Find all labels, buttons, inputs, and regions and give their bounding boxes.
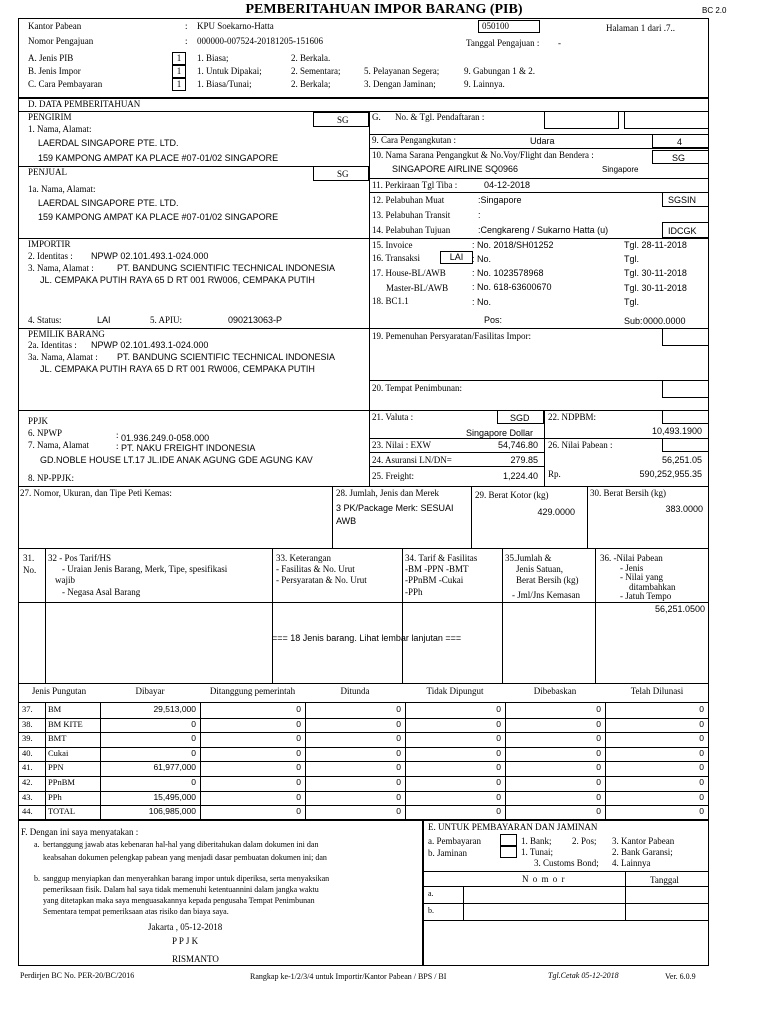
tax-cell: 0 bbox=[699, 762, 704, 772]
f29-label: 29. Berat Kotor (kg) bbox=[475, 490, 549, 500]
pemilik-name: PT. BANDUNG SCIENTIFIC TECHNICAL INDONESIA bbox=[117, 352, 336, 362]
f14-label: 14. Pelabuhan Tujuan bbox=[372, 225, 451, 235]
subpos-value: 0000.0000 bbox=[643, 316, 686, 326]
ppjk-name-label: 7. Nama, Alamat bbox=[28, 440, 89, 450]
tax-cell: 0 bbox=[191, 733, 196, 743]
c35: 35.Jumlah & bbox=[505, 553, 552, 563]
pengirim-code: SG bbox=[337, 115, 349, 125]
tax-row-name: PPh bbox=[48, 792, 62, 802]
f16-value: : No. bbox=[472, 254, 492, 264]
ppjk-name: PT. NAKU FREIGHT INDONESIA bbox=[121, 443, 256, 453]
pay-opt4: 1. Tunai; bbox=[521, 847, 554, 857]
f21-label: 21. Valuta : bbox=[372, 412, 414, 422]
f28-value2: AWB bbox=[336, 516, 357, 526]
section-d-title: D. DATA PEMBERITAHUAN bbox=[28, 99, 141, 109]
pay-opt7: 4. Lainnya bbox=[612, 858, 651, 868]
penjual-title: PENJUAL bbox=[28, 167, 68, 177]
cara-bayar-opt4: 9. Lainnya. bbox=[464, 79, 505, 89]
decl-a1: bertanggung jawab atas kebenaran hal-hal yang diberitahukan dalam dokumen ini dan bbox=[43, 840, 319, 849]
tax-row-no: 37. bbox=[22, 704, 33, 714]
tax-h-0: Jenis Pungutan bbox=[31, 686, 87, 696]
tax-cell: 0 bbox=[296, 792, 301, 802]
f17b-value: : No. 618-63600670 bbox=[472, 282, 552, 292]
c31: 31. bbox=[23, 553, 35, 563]
f29-value: 429.0000 bbox=[537, 507, 575, 517]
c33: 33. Keterangan bbox=[276, 553, 331, 563]
tax-cell: 0 bbox=[191, 719, 196, 729]
c33c: - Persyaratan & No. Urut bbox=[276, 575, 367, 585]
pemilik-id-value: NPWP 02.101.493.1-024.000 bbox=[91, 340, 209, 350]
cara-bayar-opt2: 2. Berkala; bbox=[291, 79, 331, 89]
tax-row-name: BMT bbox=[48, 733, 67, 743]
f18-label: 18. BC1.1 bbox=[372, 296, 409, 306]
pemilik-name-label: 3a. Nama, Alamat : bbox=[28, 352, 98, 362]
jenis-impor-opt1: 1. Untuk Dipakai; bbox=[197, 66, 262, 76]
reg-no-value: 000000-007524-20181205-151606 bbox=[197, 36, 323, 46]
penjual-code: SG bbox=[337, 169, 349, 179]
g-label: G. bbox=[372, 112, 381, 122]
tax-cell: 29,513,000 bbox=[153, 704, 196, 714]
f22-value: 10,493.1900 bbox=[651, 426, 702, 436]
tax-cell: 15,495,000 bbox=[153, 792, 196, 802]
tax-h-1: Dibayar bbox=[135, 686, 165, 696]
decl-a-label: a. bbox=[34, 840, 40, 849]
pay-row-a: a. bbox=[428, 889, 434, 898]
tax-cell: 0 bbox=[191, 748, 196, 758]
rp-value: 590,252,955.35 bbox=[639, 469, 702, 479]
importir-apiu-value: 090213063-P bbox=[228, 315, 283, 325]
tax-row-no: 44. bbox=[22, 806, 33, 816]
ppjk-npwp-label: 6. NPWP bbox=[28, 428, 63, 438]
c32c: wajib bbox=[55, 575, 75, 585]
penjual-address: 159 KAMPONG AMPAT KA PLACE #07-01/02 SINGAPORE bbox=[38, 212, 279, 222]
c35b: Jenis Satuan, bbox=[516, 564, 563, 574]
tax-row-no: 39. bbox=[22, 733, 33, 743]
f11-value: 04-12-2018 bbox=[484, 180, 531, 190]
jenis-pib-label: A. Jenis PIB bbox=[28, 53, 74, 63]
pay-a-label: a. Pembayaran bbox=[428, 836, 481, 846]
f21-name: Singapore Dollar bbox=[466, 428, 534, 438]
tax-cell: 0 bbox=[596, 733, 601, 743]
f23-value: 54,746.80 bbox=[497, 440, 538, 450]
tax-row-name: PPnBM bbox=[48, 777, 75, 787]
goods-note: === 18 Jenis barang. Lihat lembar lanjutan === bbox=[272, 633, 462, 643]
tax-cell: 0 bbox=[699, 704, 704, 714]
tax-cell: 0 bbox=[596, 806, 601, 816]
c32d: - Negasa Asal Barang bbox=[62, 587, 141, 597]
c34: 34. Tarif & Fasilitas bbox=[405, 553, 478, 563]
tax-row-name: PPN bbox=[48, 762, 64, 772]
f13-label: 13. Pelabuhan Transit bbox=[372, 210, 451, 220]
f27-label: 27. Nomor, Ukuran, dan Tipe Peti Kemas: bbox=[20, 488, 172, 498]
tax-cell: 0 bbox=[296, 806, 301, 816]
jenis-impor-box: 1 bbox=[172, 65, 186, 78]
tax-cell: 0 bbox=[496, 733, 501, 743]
pemilik-title: PEMILIK BARANG bbox=[28, 329, 105, 339]
tax-row-name: TOTAL bbox=[48, 806, 76, 816]
tax-cell: 0 bbox=[496, 806, 501, 816]
pib-form: PEMBERITAHUAN IMPOR BARANG (PIB) BC 2.0 Kantor Pabean : KPU Soekarno-Hatta 050100 Halaman 1 dari .7.. Nomor Pengajuan : 000000-007524-20181205-151606 Tanggal Pengajuan : - A. Jenis PIB 1 1. Biasa; 2. Berkala. B. Jenis Impor 1 1. Untuk Dipakai; 2. Sementara; 5. Pelayanan Segera; 9. Gabungan 1 & 2. C. Cara Pembayaran 1 1. Biasa/Tunai; 2. Berkala; 3. Dengan Jaminan; 9. Lainnya. D. DATA PEMBERITAHUAN PENGIRIM SG 1. Nama, Alamat: LAERDAL SINGAPORE PTE. LTD. 159 KAMPONG AMPAT KA PLACE #07-01/02 SINGAPORE PENJUAL SG 1a. Nama, Alamat: LAERDAL SINGAPORE PTE. LTD. 159 KAMPONG AMPAT KA PLACE #07-01/02 SINGAPORE IMPORTIR 2. Identitas : NPWP 02.101.493.1-024.000 3. Nama, Alamat : PT. BANDUNG SCIENTIFIC TECHNICAL INDONESIA JL. CEMPAKA PUTIH RAYA 65 D RT 001 RW006, CEMPAKA PUTIH 4. Status: LAI 5. APIU: 090213063-P PEMILIK BARANG 2a. Identitas : NPWP 02.101.493.1-024.000 3a. Nama, Alamat : PT. BANDUNG SCIENTIFIC TECHNICAL INDONESIA JL. CEMPAKA PUTIH RAYA 65 D RT 001 RW006, CEMPAKA PUTIH PPJK 6. NPWP : 01.936.249.0-058.000 7. Nama, Alamat : PT. NAKU FREIGHT INDONESIA GD.NOBLE HOUSE LT.17 JL.IDE ANAK AGUNG GDE AGUNG KAV 8. NP-PPJK: G. No. & Tgl. Pendaftaran : 9. Cara Pengangkutan : Udara 4 10. Nama Sarana Pengangkut & No.Voy/Flight dan Bendera : SG SINGAPORE AIRLINE SQ0966 Singapore 11. Perkiraan Tgl Tiba : 04-12-2018 12. Pelabuhan Muat :Singapore SGSIN 13. Pelabuhan Transit : 14. Pelabuhan Tujuan :Cengkareng / Sukarno Hatta (u) IDCGK 15. Invoice : No. 2018/SH01252 Tgl. 28-11-2018 16. Transaksi LAI : No. Tgl. 17. House-BL/AWB : No. 1023578968 Tgl. 30-11-2018 Master-BL/AWB : No. 618-63600670 Tgl. 30-11-2018 18. BC1.1 : No. Tgl. Pos: Sub: 0000.0000 19. Pemenuhan Persyaratan/Fasilitas Impor: 20. Tempat Penimbunan: 21. Valuta : SGD 22. NDPBM: Singapore Dollar 10,493.1900 23. Nilai : EXW 54,746.80 26. Nilai Pabean : 24. Asuransi LN/DN= 279.85 56,251.05 25. Freight: 1,224.40 Rp. 590,252,955.35 27. Nomor, Ukuran, dan Tipe Peti Kemas: 28. Jumlah, Jenis dan Merek 3 PK/Package Merk: SESUAI AWB 29. Berat Kotor (kg) 429.0000 30. Berat Bersih (kg) 383.0000 31. No. 32 - Pos Tarif/HS - Uraian Jenis Barang, Merk, Tipe, spesifikasi wajib - Negasa Asal Barang 33. Keterangan - Fasilitas & No. Urut - Persyaratan & No. Urut 34. Tarif & Fasilitas -BM -PPN -BMT -PPnBM -Cukai -PPh 35.Jumlah & Jenis Satuan, Berat Bersih (kg) - Jml/Jns Kemasan 36. -Nilai Pabean - Jenis - Nilai yang ditambahkan - Jatuh Tempo 56,251.0500 === 18 Jenis barang. Lihat lembar lanjutan === Jenis Pungutan Dibayar Ditanggung pemerintah Ditunda Tidak Dipungut Dibebaskan Telah Dilunasi 37. BM 29,513,000 0 0 0 0 0 38. BM KITE 0 0 0 0 0 0 39. BMT 0 0 0 0 0 0 40. Cukai 0 0 0 0 0 0 41. PPN 61,977,000 0 0 0 0 0 42. PPnBM 0 0 0 0 0 0 43. PPh 15,495,000 0 0 0 0 0 44. TOTAL 106,985,000 0 0 0 0 0 F. Dengan ini saya menyatakan : a. bertanggung jawab atas kebenaran hal-hal yang diberitahukan dalam dokumen ini dan keabsahan dokumen pelengkap pabean yang menjadi dasar pembuatan dokumen ini; dan b. sanggup menyiapkan dan menyerahkan barang impor untuk diperiksa, serta menyaksikan pemeriksaan fisik. Dalam hal saya tidak memenuhi ketentuannini dalam jangka waktu yang ditetapkan maka saya menguasakannya kepada pengusaha Tempat Penimbunan Sementara tempat pemeriksaan atas risiko dan biaya saya. Jakarta , 05-12-2018 P P J K RISMANTO E. UNTUK PEMBAYARAN DAN JAMINAN a. Pembayaran b. Jaminan 1. Bank; 2. Pos; 3. Kantor Pabean 1. Tunai; 2. Bank Garansi; 3. Customs Bond; 4. Lainnya N o m o r Tanggal a. b. Perdirjen BC No. PER-20/BC/2016 Rangkap ke-1/2/3/4 untuk Importir/Kantor Pabean / BPS / BI Tgl.Cetak 05-12-2018 Ver. 6.0.9 bbox=[0, 0, 768, 1024]
tax-cell: 0 bbox=[191, 777, 196, 787]
tax-cell: 0 bbox=[396, 762, 401, 772]
tax-cell: 0 bbox=[396, 806, 401, 816]
c34d: -PPh bbox=[405, 587, 423, 597]
footer-left: Perdirjen BC No. PER-20/BC/2016 bbox=[20, 971, 135, 980]
c34b: -BM -PPN -BMT bbox=[405, 564, 469, 574]
f13-value: : bbox=[478, 210, 481, 220]
decl-place-date: Jakarta , 05-12-2018 bbox=[148, 922, 223, 932]
f26-usd: 56,251.05 bbox=[661, 455, 702, 465]
pengirim-name: LAERDAL SINGAPORE PTE. LTD. bbox=[38, 138, 179, 148]
importir-address: JL. CEMPAKA PUTIH RAYA 65 D RT 001 RW006, CEMPAKA PUTIH bbox=[40, 275, 315, 285]
f15-value: : No. 2018/SH01252 bbox=[472, 240, 554, 250]
cara-bayar-opt3: 3. Dengan Jaminan; bbox=[364, 79, 436, 89]
tax-cell: 0 bbox=[396, 748, 401, 758]
f28-label: 28. Jumlah, Jenis dan Merek bbox=[336, 488, 439, 498]
f28-value: 3 PK/Package Merk: SESUAI bbox=[336, 503, 454, 513]
tax-cell: 0 bbox=[596, 777, 601, 787]
tax-row-no: 42. bbox=[22, 777, 33, 787]
importir-apiu-label: 5. APIU: bbox=[150, 315, 183, 325]
f9-code: 4 bbox=[677, 137, 683, 147]
f20-label: 20. Tempat Penimbunan: bbox=[372, 383, 462, 393]
f17b-label: Master-BL/AWB bbox=[386, 283, 449, 293]
f9-label: 9. Cara Pengangkutan : bbox=[372, 135, 456, 145]
tax-cell: 0 bbox=[699, 748, 704, 758]
tax-cell: 0 bbox=[496, 762, 501, 772]
pos-label: Pos: bbox=[484, 315, 503, 325]
decl-b1: sanggup menyiapkan dan menyerahkan barang impor untuk diperiksa, serta menyaksikan bbox=[43, 874, 330, 883]
c36: 36. -Nilai Pabean bbox=[600, 553, 663, 563]
decl-b3: yang ditetapkan maka saya menguasakannya kepada pengusaha Tempat Penimbunan bbox=[43, 896, 315, 905]
pay-opt2: 2. Pos; bbox=[572, 836, 597, 846]
importir-status-value: LAI bbox=[97, 315, 111, 325]
pengirim-title: PENGIRIM bbox=[28, 112, 72, 122]
jenis-pib-opt2: 2. Berkala. bbox=[291, 53, 331, 63]
tax-cell: 0 bbox=[496, 719, 501, 729]
f9-value: Udara bbox=[530, 136, 555, 146]
f11-label: 11. Perkiraan Tgl Tiba : bbox=[372, 180, 458, 190]
decl-role: P P J K bbox=[172, 936, 199, 946]
tax-cell: 0 bbox=[496, 777, 501, 787]
footer-print: Tgl.Cetak 05-12-2018 bbox=[548, 971, 619, 980]
f30-value: 383.0000 bbox=[665, 504, 703, 514]
tax-cell: 61,977,000 bbox=[153, 762, 196, 772]
pay-nomor: N o m o r bbox=[522, 874, 566, 884]
penjual-label: 1a. Nama, Alamat: bbox=[28, 184, 96, 194]
f17-value: : No. 1023578968 bbox=[472, 268, 544, 278]
tax-cell: 0 bbox=[496, 792, 501, 802]
jenis-impor-opt3: 5. Pelayanan Segera; bbox=[364, 66, 440, 76]
tax-cell: 0 bbox=[699, 792, 704, 802]
f24-label: 24. Asuransi LN/DN= bbox=[372, 455, 452, 465]
tax-cell: 0 bbox=[396, 792, 401, 802]
tax-row-no: 38. bbox=[22, 719, 33, 729]
c36c: - Nilai yang bbox=[620, 572, 663, 582]
tax-cell: 0 bbox=[699, 719, 704, 729]
f25-value: 1,224.40 bbox=[502, 471, 538, 481]
tax-h-4: Tidak Dipungut bbox=[426, 686, 484, 696]
f19-label: 19. Pemenuhan Persyaratan/Fasilitas Impor: bbox=[372, 331, 531, 341]
submit-date-label: Tanggal Pengajuan : bbox=[466, 38, 540, 48]
decl-b2: pemeriksaan fisik. Dalam hal saya tidak memenuhi ketentuannini dalam jangka waktu bbox=[43, 885, 319, 894]
reg-no-label: Nomor Pengajuan bbox=[28, 36, 94, 46]
pengirim-address: 159 KAMPONG AMPAT KA PLACE #07-01/02 SINGAPORE bbox=[38, 153, 279, 163]
tax-cell: 0 bbox=[699, 806, 704, 816]
subpos-label: Sub: bbox=[624, 316, 643, 326]
tax-cell: 0 bbox=[296, 748, 301, 758]
f18-date: Tgl. bbox=[624, 297, 640, 307]
decl-title: F. Dengan ini saya menyatakan : bbox=[21, 827, 139, 837]
c36e: - Jatuh Tempo bbox=[620, 591, 672, 601]
c35d: - Jml/Jns Kemasan bbox=[512, 590, 580, 600]
tax-cell: 0 bbox=[596, 719, 601, 729]
tax-cell: 0 bbox=[396, 704, 401, 714]
importir-title: IMPORTIR bbox=[28, 239, 71, 249]
tax-h-3: Ditunda bbox=[340, 686, 370, 696]
f16-box: LAI bbox=[440, 251, 473, 264]
tax-cell: 0 bbox=[699, 733, 704, 743]
pemilik-id-label: 2a. Identitas : bbox=[28, 340, 77, 350]
f14-value: :Cengkareng / Sukarno Hatta (u) bbox=[478, 225, 609, 235]
rp-label: Rp. bbox=[548, 469, 561, 479]
tax-cell: 0 bbox=[496, 704, 501, 714]
decl-b4: Sementara tempat pemeriksaan atas risiko dan biaya saya. bbox=[43, 907, 229, 916]
f23-label: 23. Nilai : EXW bbox=[372, 440, 431, 450]
c36-value: 56,251.0500 bbox=[654, 604, 705, 614]
tax-h-5: Dibebaskan bbox=[533, 686, 577, 696]
tax-row-no: 40. bbox=[22, 748, 33, 758]
f17b-date: Tgl. 30-11-2018 bbox=[624, 283, 687, 293]
f12-code: SGSIN bbox=[668, 195, 697, 205]
pay-opt6: 3. Customs Bond; bbox=[534, 858, 599, 868]
pay-row-b: b. bbox=[428, 906, 434, 915]
f15-date: Tgl. 28-11-2018 bbox=[624, 240, 687, 250]
ppjk-npwp-value: 01.936.249.0-058.000 bbox=[121, 433, 210, 443]
jenis-impor-label: B. Jenis Impor bbox=[28, 66, 81, 76]
tax-cell: 0 bbox=[296, 719, 301, 729]
c33b: - Fasilitas & No. Urut bbox=[276, 564, 355, 574]
tax-cell: 0 bbox=[396, 733, 401, 743]
page-info: Halaman 1 dari .7.. bbox=[606, 23, 675, 33]
ppjk-title: PPJK bbox=[28, 416, 49, 426]
tax-cell: 0 bbox=[596, 792, 601, 802]
importir-status-label: 4. Status: bbox=[28, 315, 62, 325]
c35c: Berat Bersih (kg) bbox=[516, 575, 579, 585]
f14-code: IDCGK bbox=[668, 226, 697, 236]
tax-h-6: Telah Dilunasi bbox=[630, 686, 684, 696]
f10-flag: Singapore bbox=[602, 165, 639, 174]
pay-title: E. UNTUK PEMBAYARAN DAN JAMINAN bbox=[428, 822, 598, 832]
f12-value: :Singapore bbox=[478, 195, 522, 205]
f24-value: 279.85 bbox=[510, 455, 538, 465]
importir-name: PT. BANDUNG SCIENTIFIC TECHNICAL INDONESIA bbox=[117, 263, 336, 273]
tax-cell: 0 bbox=[596, 762, 601, 772]
decl-signer: RISMANTO bbox=[172, 954, 219, 964]
tax-row-name: BM bbox=[48, 704, 62, 714]
tax-cell: 0 bbox=[496, 748, 501, 758]
f10-label: 10. Nama Sarana Pengangkut & No.Voy/Flight dan Bendera : bbox=[372, 150, 594, 160]
f17-date: Tgl. 30-11-2018 bbox=[624, 268, 687, 278]
tax-row-no: 41. bbox=[22, 762, 33, 772]
tax-cell: 0 bbox=[596, 704, 601, 714]
jenis-impor-opt2: 2. Sementara; bbox=[291, 66, 341, 76]
office-code: 050100 bbox=[482, 21, 509, 31]
cara-bayar-opt1: 1. Biasa/Tunai; bbox=[197, 79, 252, 89]
jenis-pib-opt1: 1. Biasa; bbox=[197, 53, 229, 63]
office-value: KPU Soekarno-Hatta bbox=[197, 21, 274, 31]
cara-bayar-label: C. Cara Pembayaran bbox=[28, 79, 103, 89]
pay-b-label: b. Jaminan bbox=[428, 848, 467, 858]
c36d: ditambahkan bbox=[629, 582, 676, 592]
tax-cell: 0 bbox=[396, 777, 401, 787]
c34c: -PPnBM -Cukai bbox=[405, 575, 464, 585]
tax-cell: 0 bbox=[596, 748, 601, 758]
submit-date-value: - bbox=[558, 38, 561, 48]
tax-cell: 0 bbox=[296, 762, 301, 772]
pay-tanggal: Tanggal bbox=[650, 875, 679, 885]
tax-row-name: Cukai bbox=[48, 748, 69, 758]
pengirim-label: 1. Nama, Alamat: bbox=[28, 124, 92, 134]
f25-label: 25. Freight: bbox=[372, 471, 414, 481]
pemilik-address: JL. CEMPAKA PUTIH RAYA 65 D RT 001 RW006, CEMPAKA PUTIH bbox=[40, 364, 315, 374]
jenis-pib-box: 1 bbox=[172, 52, 186, 65]
ppjk-np-label: 8. NP-PPJK: bbox=[28, 473, 75, 483]
penjual-name: LAERDAL SINGAPORE PTE. LTD. bbox=[38, 198, 179, 208]
tax-cell: 0 bbox=[296, 704, 301, 714]
f26-label: 26. Nilai Pabean : bbox=[548, 440, 613, 450]
cara-bayar-box: 1 bbox=[172, 78, 186, 91]
c32b: - Uraian Jenis Barang, Merk, Tipe, spesifikasi bbox=[62, 564, 228, 574]
office-label: Kantor Pabean bbox=[28, 21, 82, 31]
f22-label: 22. NDPBM: bbox=[548, 412, 597, 422]
f17-label: 17. House-BL/AWB bbox=[372, 268, 446, 278]
footer-mid: Rangkap ke-1/2/3/4 untuk Importir/Kantor Pabean / BPS / BI bbox=[250, 972, 447, 981]
f10-code: SG bbox=[672, 153, 686, 163]
tax-cell: 0 bbox=[699, 777, 704, 787]
decl-a2: keabsahan dokumen pelengkap pabean yang menjadi dasar pembuatan dokumen ini; dan bbox=[43, 853, 327, 862]
form-code: BC 2.0 bbox=[702, 6, 727, 15]
ppjk-address: GD.NOBLE HOUSE LT.17 JL.IDE ANAK AGUNG GDE AGUNG KAV bbox=[40, 455, 313, 465]
pay-opt3: 3. Kantor Pabean bbox=[612, 836, 675, 846]
jenis-impor-opt4: 9. Gabungan 1 & 2. bbox=[464, 66, 535, 76]
g-text: No. & Tgl. Pendaftaran : bbox=[395, 112, 485, 122]
f15-label: 15. Invoice bbox=[372, 240, 413, 250]
tax-cell: 106,985,000 bbox=[148, 806, 196, 816]
pay-opt5: 2. Bank Garansi; bbox=[612, 847, 673, 857]
importir-id-value: NPWP 02.101.493.1-024.000 bbox=[91, 251, 209, 261]
f10-value: SINGAPORE AIRLINE SQ0966 bbox=[392, 164, 519, 174]
importir-id-label: 2. Identitas : bbox=[28, 251, 73, 261]
importir-name-label: 3. Nama, Alamat : bbox=[28, 263, 94, 273]
c31b: No. bbox=[23, 565, 37, 575]
decl-b-label: b. bbox=[34, 874, 40, 883]
f18-value: : No. bbox=[472, 297, 492, 307]
form-title: PEMBERITAHUAN IMPOR BARANG (PIB) bbox=[245, 2, 523, 17]
pay-opt1: 1. Bank; bbox=[521, 836, 552, 846]
tax-cell: 0 bbox=[296, 777, 301, 787]
tax-cell: 0 bbox=[396, 719, 401, 729]
tax-cell: 0 bbox=[296, 733, 301, 743]
f12-label: 12. Pelabuhan Muat bbox=[372, 195, 445, 205]
f16-label: 16. Transaksi bbox=[372, 253, 421, 263]
tax-row-name: BM KITE bbox=[48, 719, 83, 729]
f30-label: 30. Berat Bersih (kg) bbox=[590, 488, 666, 498]
f16-date: Tgl. bbox=[624, 254, 640, 264]
c32: 32 - Pos Tarif/HS bbox=[48, 553, 111, 563]
tax-h-2: Ditanggung pemerintah bbox=[209, 686, 296, 696]
footer-version: Ver. 6.0.9 bbox=[665, 972, 696, 981]
tax-row-no: 43. bbox=[22, 792, 33, 802]
f21-code: SGD bbox=[510, 413, 530, 423]
c36b: - Jenis bbox=[620, 563, 644, 573]
